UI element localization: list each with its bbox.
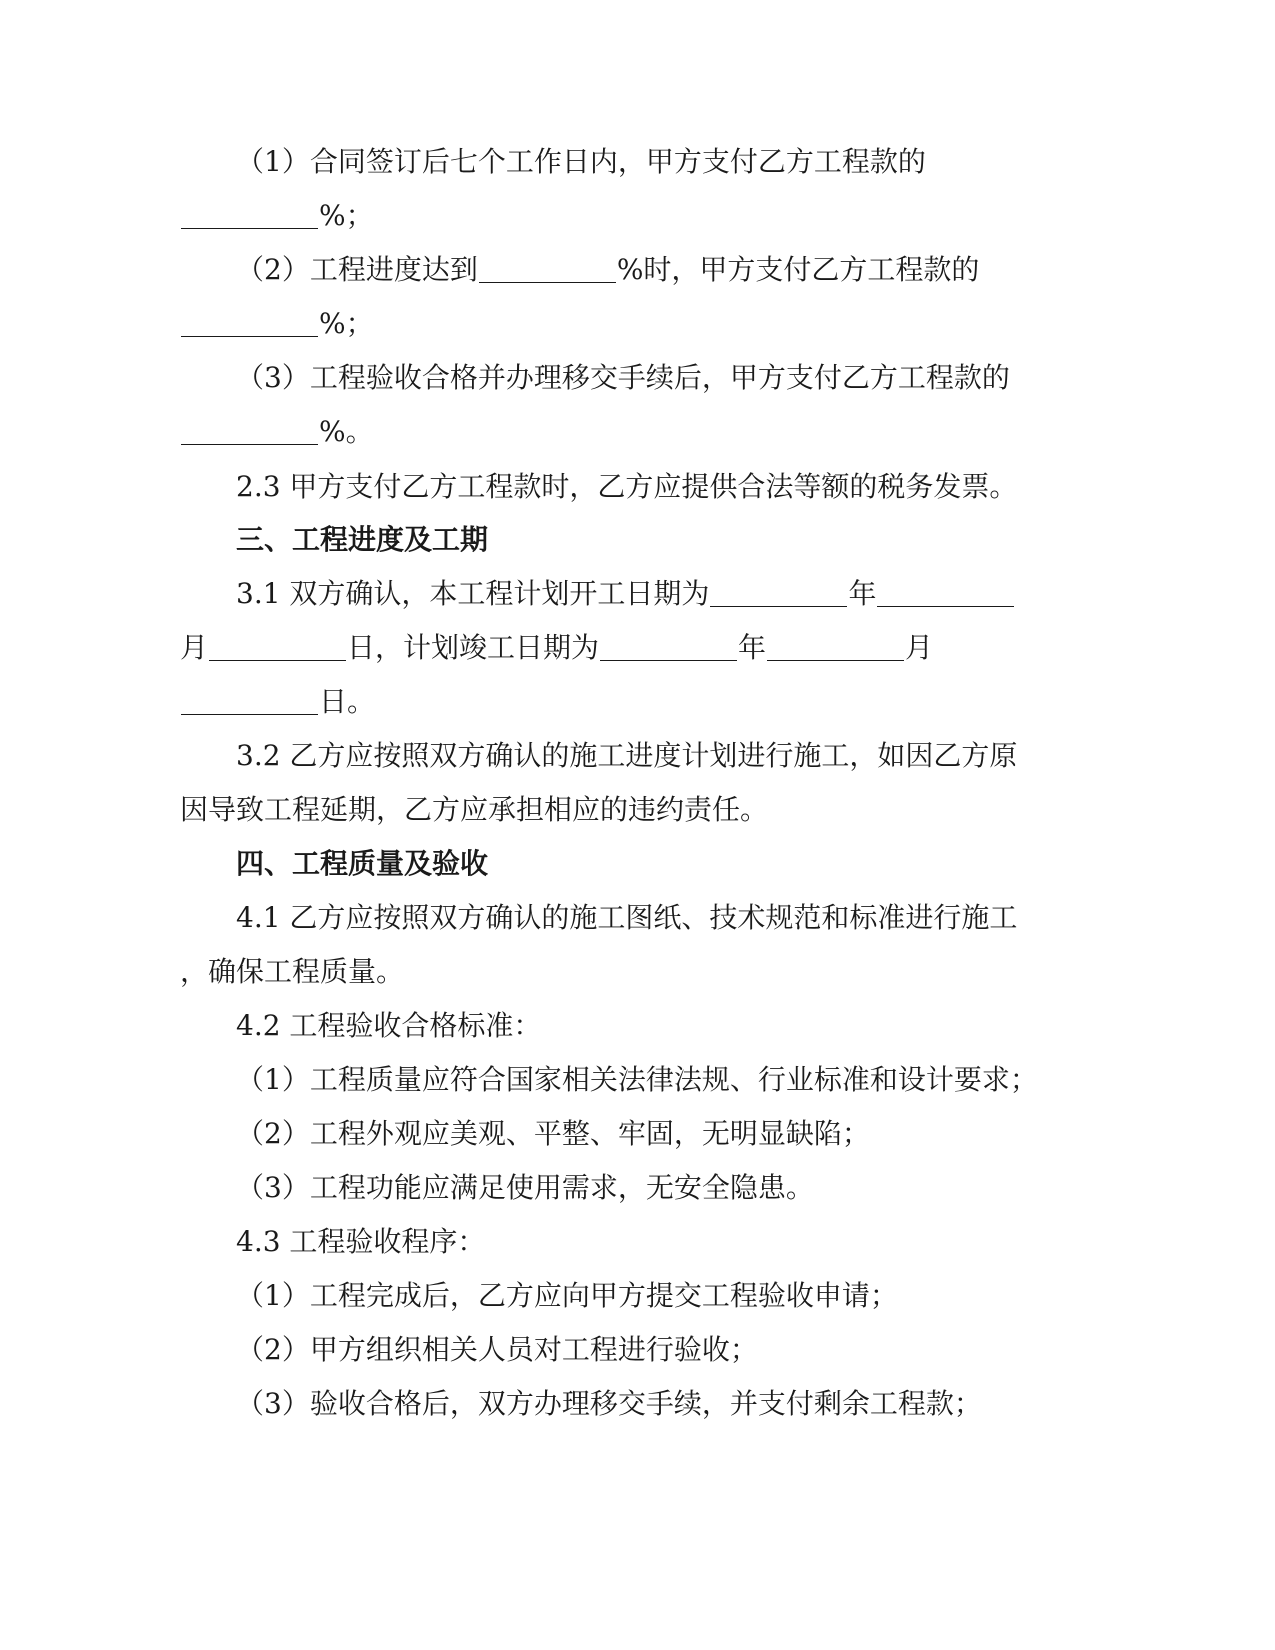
clause-2-2-2-cont (180, 304, 374, 344)
fill-in-blank (877, 578, 1014, 607)
line-text: ，确保工程质量。 (180, 955, 405, 988)
clause-4-2-2 (236, 1114, 870, 1154)
section-4-heading (236, 844, 488, 884)
fill-in-blank (209, 632, 346, 661)
line-text: %； (319, 307, 374, 340)
line-text: （3）工程功能应满足使用需求，无安全隐患。 (236, 1171, 814, 1204)
line-text: 日。 (319, 685, 376, 718)
clause-3-1-cont2 (180, 682, 375, 722)
clause-2-3 (236, 467, 1017, 507)
clause-3-2-cont (180, 790, 768, 830)
line-text: 3.2 乙方应按照双方确认的施工进度计划进行施工，如因乙方原 (236, 739, 1018, 772)
clause-2-2-3 (236, 358, 1010, 398)
clause-2-2-3-cont (180, 412, 374, 452)
clause-2-2-1 (236, 142, 926, 182)
line-text: （1）工程质量应符合国家相关法律法规、行业标准和设计要求； (236, 1063, 1038, 1096)
fill-in-blank (181, 200, 318, 229)
line-text: 三、工程进度及工期 (236, 523, 489, 556)
line-text: 四、工程质量及验收 (236, 847, 489, 880)
fill-in-blank (181, 308, 318, 337)
section-3-heading (236, 520, 488, 560)
clause-4-3 (236, 1222, 485, 1262)
clause-2-2-2 (236, 250, 979, 290)
line-text: 年 (848, 577, 877, 610)
line-text: （3）工程验收合格并办理移交手续后，甲方支付乙方工程款的 (236, 361, 1010, 394)
clause-4-3-1 (236, 1276, 898, 1316)
clause-4-2-1 (236, 1060, 1038, 1100)
line-text: （2）工程外观应美观、平整、牢固，无明显缺陷； (236, 1117, 870, 1150)
line-text: 月 (180, 631, 209, 664)
line-text: 日，计划竣工日期为 (347, 631, 600, 664)
line-text: （3）验收合格后，双方办理移交手续，并支付剩余工程款； (236, 1387, 982, 1420)
line-text: %； (319, 199, 374, 232)
clause-4-1-cont (180, 952, 404, 992)
line-text: 月 (905, 631, 934, 664)
fill-in-blank (600, 632, 737, 661)
clause-3-1 (236, 574, 1015, 614)
line-text: 因导致工程延期，乙方应承担相应的违约责任。 (180, 793, 769, 826)
clause-3-2 (236, 736, 1017, 776)
line-text: 4.2 工程验收合格标准： (236, 1009, 542, 1042)
line-text: 2.3 甲方支付乙方工程款时，乙方应提供合法等额的税务发票。 (236, 470, 1018, 503)
line-text: （2）甲方组织相关人员对工程进行验收； (236, 1333, 758, 1366)
clause-4-3-2 (236, 1330, 758, 1370)
clause-2-2-1-cont (180, 196, 374, 236)
line-text: 4.1 乙方应按照双方确认的施工图纸、技术规范和标准进行施工 (236, 901, 1018, 934)
line-text: （1）合同签订后七个工作日内，甲方支付乙方工程款的 (236, 145, 926, 178)
line-text: 年 (738, 631, 767, 664)
line-text: 3.1 双方确认，本工程计划开工日期为 (236, 577, 710, 610)
fill-in-blank (181, 686, 318, 715)
clause-4-3-3 (236, 1384, 982, 1424)
fill-in-blank (710, 578, 847, 607)
line-text: （1）工程完成后，乙方应向甲方提交工程验收申请； (236, 1279, 898, 1312)
clause-4-2-3 (236, 1168, 814, 1208)
line-text: %时，甲方支付乙方工程款的 (616, 253, 980, 286)
line-text: （2）工程进度达到 (236, 253, 478, 286)
clause-4-1 (236, 898, 1017, 938)
fill-in-blank (181, 416, 318, 445)
clause-3-1-cont (180, 628, 933, 668)
line-text: 4.3 工程验收程序： (236, 1225, 486, 1258)
clause-4-2 (236, 1006, 541, 1046)
fill-in-blank (767, 632, 904, 661)
line-text: %。 (319, 415, 374, 448)
fill-in-blank (479, 254, 616, 283)
